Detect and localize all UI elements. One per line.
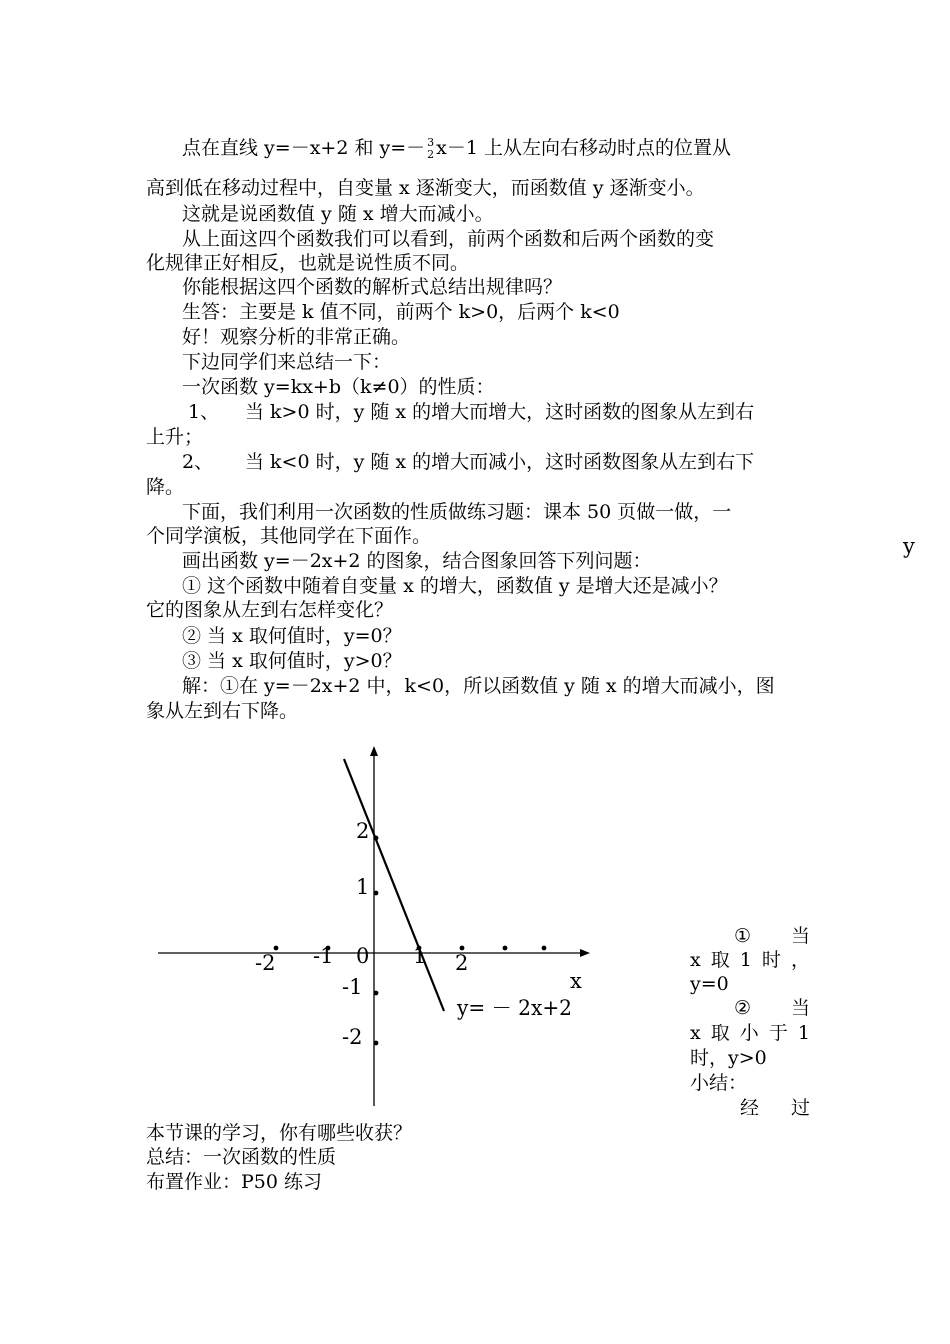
para1-part1: 点在直线 y=－x+2 和 y=－ <box>182 137 426 159</box>
fraction-denominator: 2 <box>427 148 435 161</box>
summary-label: 小结： <box>690 1072 748 1094</box>
answer1-mark: ① <box>734 925 752 947</box>
y-tick-label: -1 <box>342 975 363 999</box>
draw-task: 画出函数 y=－2x+2 的图象，结合图象回答下列问题： <box>182 550 652 572</box>
para1-part2: x－1 上从左向右移动时点的位置从 <box>436 137 732 159</box>
solution-line2: 象从左到右下降。 <box>146 700 299 722</box>
y-tick-label: 1 <box>356 875 370 899</box>
student-answer: 生答：主要是 k 值不同，前两个 k>0，后两个 k<0 <box>182 301 620 323</box>
para1-line2: 高到低在移动过程中，自变量 x 逐渐变大，而函数值 y 逐渐变小。 <box>146 177 705 199</box>
prop1-continuation: 上升； <box>146 426 204 448</box>
lesson-summary: 总结：一次函数的性质 <box>146 1146 337 1168</box>
answer1-word: 当 <box>790 925 810 947</box>
gain-question: 本节课的学习，你有哪些收获？ <box>146 1122 413 1144</box>
q2: ② 当 x 取何值时，y=0？ <box>182 625 402 647</box>
tick-dot <box>374 1041 379 1046</box>
answer2-token: 于 <box>768 1022 788 1044</box>
pass-word: 过 <box>790 1097 810 1119</box>
homework: 布置作业：P50 练习 <box>146 1171 323 1193</box>
tick-dot <box>374 991 379 996</box>
answer1-token: 取 <box>710 949 730 971</box>
solution-line1: 解：①在 y=－2x+2 中，k<0，所以函数值 y 随 x 的增大而减小，图 <box>182 675 775 697</box>
answer2-mark: ② <box>734 997 752 1019</box>
answer2-token: 1 <box>797 1022 810 1044</box>
x-tick-label: -1 <box>313 944 334 968</box>
prop1-text: 当 k>0 时，y 随 x 的增大而增大，这时函数的图象从左到右 <box>245 401 755 423</box>
tick-dot <box>274 946 279 951</box>
prop2-number: 2、 <box>182 451 214 473</box>
tick-dot <box>460 946 465 951</box>
stray-y-label: y <box>903 534 915 558</box>
answer1-line2 <box>690 948 810 972</box>
exercise-line2: 个同学演板，其他同学在下面作。 <box>146 525 432 547</box>
q3: ③ 当 x 取何值时，y>0？ <box>182 650 402 672</box>
answer2-token: 取 <box>710 1022 730 1044</box>
y-tick-label: 2 <box>356 819 370 843</box>
tick-dot <box>503 946 508 951</box>
y-axis-arrow <box>370 746 378 756</box>
tick-dot <box>374 891 379 896</box>
answer1-token: 1 <box>739 949 752 971</box>
answer2-line2 <box>690 1021 810 1045</box>
origin-label: 0 <box>356 944 370 968</box>
answer2-line3: 时，y>0 <box>690 1047 767 1069</box>
tick-dot <box>542 946 547 951</box>
prop2-text: 当 k<0 时，y 随 x 的增大而减小，这时函数图象从左到右下 <box>245 451 755 473</box>
summary-intro: 下边同学们来总结一下： <box>182 351 392 373</box>
para3-line2: 化规律正好相反，也就是说性质不同。 <box>146 252 470 274</box>
answer1-token: 时 <box>761 949 781 971</box>
prop1-number: 1、 <box>188 401 220 423</box>
fraction-numerator: 3 <box>427 136 435 149</box>
answer1-token: ， <box>790 949 810 971</box>
x-axis-label: x <box>570 969 582 993</box>
function-line-label: y= － 2x+2 <box>456 996 572 1020</box>
exercise-line1: 下面，我们利用一次函数的性质做练习题：课本 50 页做一做，一 <box>182 501 732 523</box>
answer2-token: x <box>690 1022 701 1044</box>
prop2-continuation: 降。 <box>146 476 185 498</box>
answer2-word: 当 <box>790 997 810 1019</box>
question: 你能根据这四个函数的解析式总结出规律吗？ <box>182 276 563 298</box>
answer2-line1 <box>690 996 810 1020</box>
pass-through-line <box>690 1096 810 1120</box>
praise: 好！观察分析的非常正确。 <box>182 326 411 348</box>
para2: 这就是说函数值 y 随 x 增大而减小。 <box>182 203 494 225</box>
q1-line1: ① 这个函数中随着自变量 x 的增大，函数值 y 是增大还是减小？ <box>182 575 728 597</box>
x-tick-label: 1 <box>413 944 427 968</box>
x-tick-label: -2 <box>255 951 276 975</box>
answer1-token: x <box>690 949 701 971</box>
pass-word: 经 <box>740 1097 760 1119</box>
answer2-token: 小 <box>739 1022 759 1044</box>
answer1-line3: y=0 <box>690 973 729 995</box>
property-title: 一次函数 y=kx+b（k≠0）的性质： <box>182 376 495 398</box>
tick-dot <box>374 836 379 841</box>
answer1-line1 <box>690 924 810 948</box>
x-axis-arrow <box>580 949 590 957</box>
y-tick-label: -2 <box>342 1025 363 1049</box>
x-tick-label: 2 <box>455 951 469 975</box>
para3-line1: 从上面这四个函数我们可以看到，前两个函数和后两个函数的变 <box>182 228 715 250</box>
q1-line2: 它的图象从左到右怎样变化？ <box>146 599 394 621</box>
